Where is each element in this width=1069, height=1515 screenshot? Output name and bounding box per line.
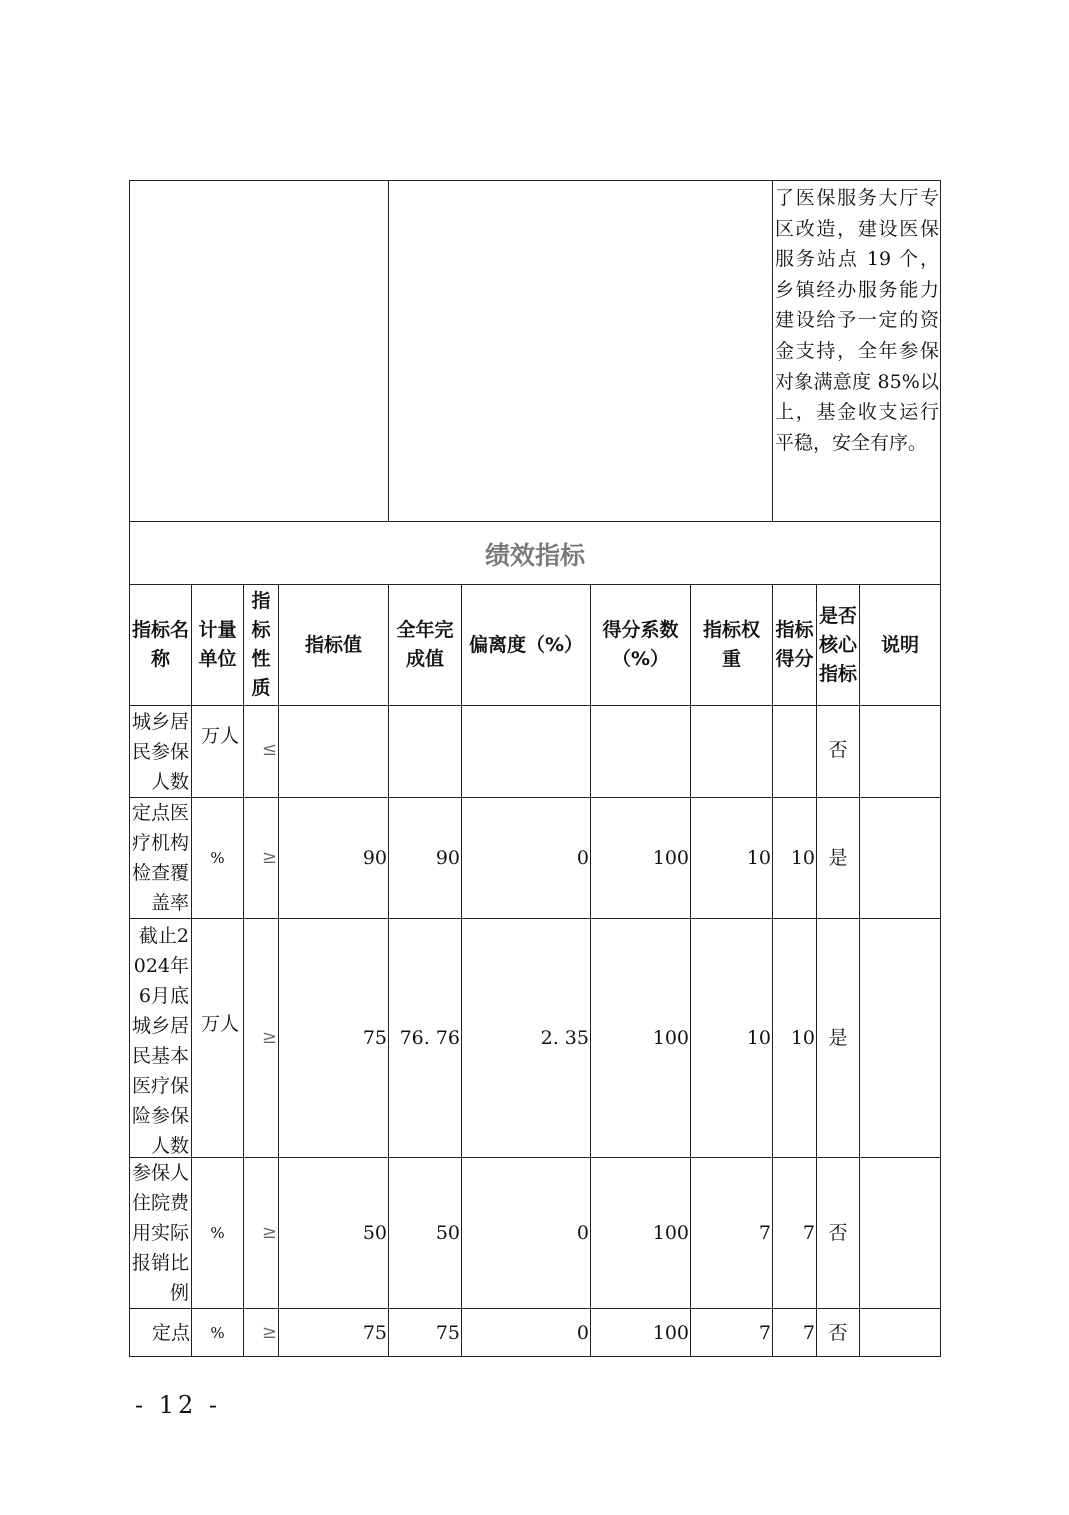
row-value: 75 (362, 1027, 387, 1049)
row-value: 75 (362, 1321, 387, 1344)
header-name: 指标名称 (131, 619, 189, 670)
row-actual: 76. 76 (399, 1027, 460, 1049)
header-weight: 指标权重 (702, 619, 760, 670)
top-divider-1 (388, 180, 389, 522)
row-nature: ≥ (261, 1027, 277, 1048)
row-actual: 75 (435, 1321, 460, 1344)
row-coefficient: 100 (652, 1027, 689, 1049)
row-nature: ≤ (261, 738, 277, 760)
row-coefficient: 100 (652, 1222, 689, 1244)
performance-summary-text: 了医保服务大厅专区改造，建设医保服务站点 19 个，乡镇经办服务能力建设给予一定的资金支持，全年参保对象满意度 85%以上，基金收支运行平稳，安全有序。 (775, 187, 939, 454)
row-unit: 万人 (200, 725, 239, 747)
row-deviation: 2. 35 (540, 1027, 589, 1049)
table-border-right (940, 180, 941, 1357)
row-name: 参保人住院费用实际报销比例 (132, 1162, 190, 1304)
row-unit: % (210, 1224, 225, 1242)
row-coefficient: 100 (652, 847, 689, 869)
row-value: 50 (362, 1222, 387, 1244)
row-unit: 万人 (200, 1013, 239, 1035)
row-coefficient: 100 (652, 1321, 689, 1344)
row-actual: 90 (435, 847, 460, 869)
row-weight: 7 (758, 1222, 771, 1244)
row-score: 10 (790, 847, 815, 869)
header-core: 是否核心指标 (819, 604, 858, 685)
header-coefficient: 得分系数（%） (602, 619, 679, 670)
row-value: 90 (362, 847, 387, 869)
row-deviation: 0 (576, 1321, 589, 1344)
row-name: 定点医疗机构检查覆盖率 (132, 802, 190, 914)
page-number: - 12 - (135, 1391, 222, 1419)
row-name: 截止2024年6月底城乡居民基本医疗保险参保人数 (132, 925, 190, 1157)
row-deviation: 0 (576, 847, 589, 869)
row-nature: ≥ (261, 847, 277, 868)
row-core: 是 (828, 847, 848, 869)
row-weight: 7 (758, 1321, 771, 1344)
row-score: 7 (802, 1222, 815, 1244)
row-score: 10 (790, 1027, 815, 1049)
row-unit: % (210, 1323, 225, 1342)
row-core: 否 (828, 738, 848, 761)
header-note: 说明 (880, 633, 919, 656)
row-deviation: 0 (576, 1222, 589, 1244)
header-actual: 全年完成值 (396, 619, 454, 670)
row-core: 否 (828, 1222, 848, 1244)
header-score: 指标得分 (775, 619, 814, 670)
top-divider-2 (772, 180, 773, 522)
header-unit: 计量单位 (198, 619, 237, 670)
row-name: 定点 (151, 1321, 190, 1344)
row-nature: ≥ (261, 1222, 277, 1243)
row-nature: ≥ (261, 1321, 277, 1343)
row-weight: 10 (746, 1027, 771, 1049)
header-deviation: 偏离度（%） (468, 633, 584, 656)
row-weight: 10 (746, 847, 771, 869)
row-core: 否 (828, 1321, 848, 1344)
section-title: 绩效指标 (484, 541, 585, 570)
row-actual: 50 (435, 1222, 460, 1244)
header-nature: 指标性质 (251, 590, 271, 699)
header-value: 指标值 (304, 633, 362, 656)
row-name: 城乡居民参保人数 (132, 711, 190, 793)
row-unit: % (210, 849, 225, 867)
row-core: 是 (828, 1027, 848, 1049)
row-score: 7 (802, 1321, 815, 1344)
